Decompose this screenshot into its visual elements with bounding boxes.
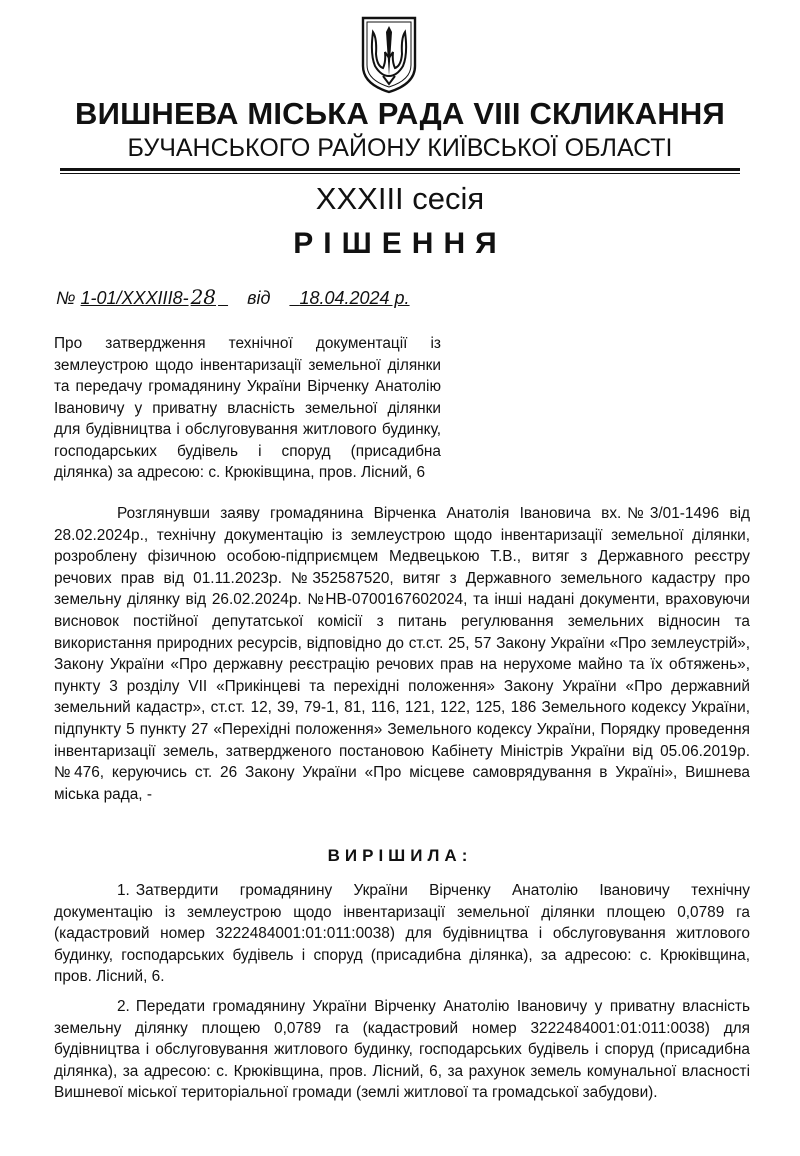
- decision-number-line: [56, 285, 410, 310]
- document-type-title: РІШЕННЯ: [293, 227, 507, 260]
- district-name: БУЧАНСЬКОГО РАЙОНУ КИЇВСЬКОЇ ОБЛАСТІ: [127, 134, 673, 162]
- preamble-paragraph: Розглянувши заяву громадянина Вірченка Анатолія Івановича вх.№3/01-1496 від 28.02.2024р., технічну документацію із землеустрою щодо інвентаризації земельної ділянки, розроблену фізичною особою-підприємцем Медвецькою Т.В., витяг з Державного реєстру речових прав від 01.11.2023р. №352587520, витяг з Державного земельного кадастру про земельну ділянку від 26.02.2024р. №НВ-0700167602024, та інші надані документи, враховуючи висновок постійної депутатської комісії з питань регулювання земельних відносин та використання природних ресурсів, відповідно до ст.ст. 25, 57 Закону України «Про землеустрій», Закону України «Про державну реєстрацію речових прав на нерухоме майно та їх обтяжень», пункту 3 розділу VII «Прикінцеві та перехідні положення» Закону України «Про державний земельний кадастр», ст.ст. 12, 39, 79-1, 81, 116, 121, 122, 125, 186 Земельного кодексу України, підпункту 5 пункту 27 «Перехідні положення» Земельного кодексу України, Порядку проведення інвентаризації земель, затвердженого постановою Кабінету Міністрів України від 05.06.2019р. №476, керуючись ст. 26 Закону України «Про місцеве самоврядування в Україні», Вишнева міська рада, -: [54, 505, 750, 803]
- council-name: ВИШНЕВА МІСЬКА РАДА VIII СКЛИКАННЯ: [75, 96, 725, 131]
- header-rule-thick: [60, 168, 740, 171]
- coat-of-arms-of-ukraine-icon: [359, 14, 419, 94]
- header-rule-thin: [60, 173, 740, 174]
- decision-number: 1-01/XXXIII8- 28: [80, 285, 217, 309]
- item-number: 1.: [117, 882, 130, 899]
- decision-subject: Про затвердження технічної документації із землеустрою щодо інвентаризації земельної ділянки та передачу громадянину України Вірченку Анатолію Івановичу у приватну власність земельної ділянки для будівництва і обслуговування житлового будинку, господарських будівель і споруд (присадибна ділянка) за адресою: с. Крюківщина, пров. Лісний, 6: [54, 335, 441, 481]
- resolution-item-1: [54, 880, 750, 988]
- number-label: №: [56, 288, 76, 308]
- item-text: Передати громадянину України Вірченку Анатолію Івановичу у приватну власність земельну ділянку площею 0,0789 га (кадастровий номер 3222484001:01:011:0038) для будівництва і обслуговування житлового будинку, господарських будівель і споруд (присадибна ділянка), за адресою: с. Крюківщина, пров. Лісний, 6, за рахунок земель комунальної власності Вишневої міської територіальної громади (землі житлової та громадської забудови).: [54, 998, 750, 1102]
- item-text: Затвердити громадянину України Вірченку Анатолію Івановичу технічну документацію із землеустрою щодо інвентаризації земельної ділянки площею 0,0789 га (кадастровий номер 3222484001:01:011:0038) для будівництва і обслуговування житлового будинку, господарських будівель і споруд (присадибна ділянка), за адресою: с. Крюківщина, пров. Лісний, 6.: [54, 882, 750, 986]
- decision-date: 18.04.2024 р.: [299, 288, 410, 308]
- from-label: від: [247, 288, 271, 308]
- resolved-heading: ВИРІШИЛА:: [327, 846, 473, 865]
- resolution-item-2: [54, 996, 750, 1104]
- handwritten-number: 28: [190, 285, 217, 309]
- item-number: 2.: [117, 998, 130, 1015]
- session-title: XXXIII сесія: [315, 181, 485, 216]
